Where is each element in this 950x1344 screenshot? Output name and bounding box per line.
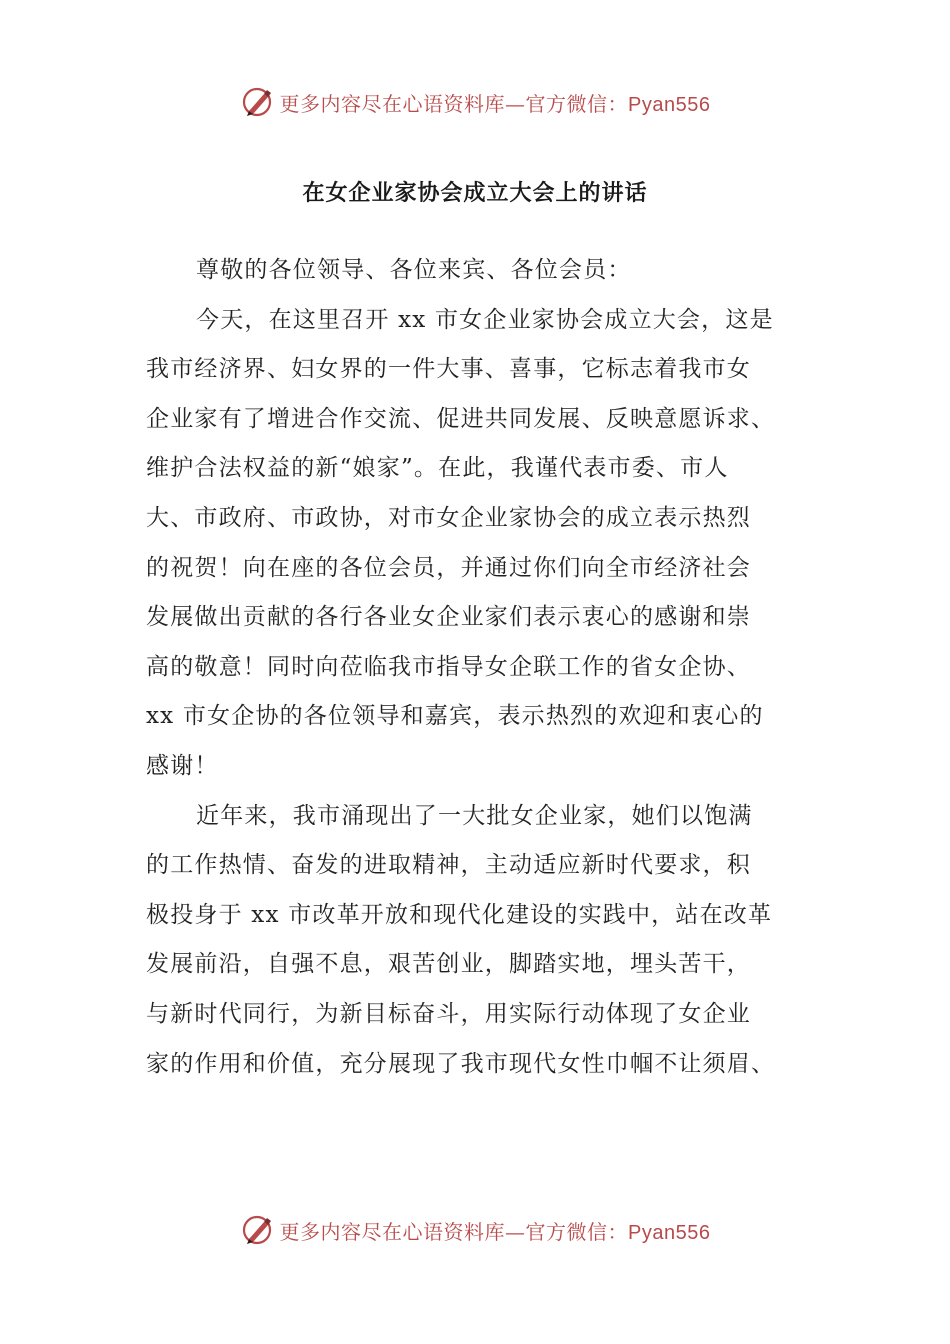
pen-logo-icon [240, 84, 276, 120]
body-line: 感谢！ [146, 752, 219, 779]
body-line: 极投身于 xx 市改革开放和现代化建设的实践中，站在改革 [146, 901, 773, 928]
body-line: 我市经济界、妇女界的一件大事、喜事，它标志着我市女 [146, 356, 751, 383]
header-watermark [0, 82, 950, 122]
pen-logo-icon [240, 1212, 276, 1248]
body-line: 今天，在这里召开 xx 市女企业家协会成立大会，这是 [196, 306, 774, 333]
body-line: 维护合法权益的新“娘家”。在此，我谨代表市委、市人 [146, 455, 729, 482]
body-line: 近年来，我市涌现出了一大批女企业家，她们以饱满 [196, 802, 753, 829]
document-title: 在女企业家协会成立大会上的讲话 [302, 181, 648, 206]
document-body [146, 246, 806, 1089]
body-line: 的工作热情、奋发的进取精神，主动适应新时代要求，积 [146, 852, 751, 879]
watermark-text: 更多内容尽在心语资料库—官方微信：Pyan556 [279, 91, 711, 116]
body-line: 高的敬意！同时向莅临我市指导女企联工作的省女企协、 [146, 653, 751, 680]
body-line: 的祝贺！向在座的各位会员，并通过你们向全市经济社会 [146, 554, 751, 581]
body-line: 发展前沿，自强不息，艰苦创业，脚踏实地，埋头苦干， [146, 951, 751, 978]
body-line: 尊敬的各位领导、各位来宾、各位会员： [196, 257, 632, 283]
footer-watermark [0, 1210, 950, 1250]
body-line: 家的作用和价值，充分展现了我市现代女性巾帼不让须眉、 [146, 1050, 776, 1077]
body-line: 大、市政府、市政协，对市女企业家协会的成立表示热烈 [146, 504, 751, 531]
body-line: 发展做出贡献的各行各业女企业家们表示衷心的感谢和崇 [146, 604, 751, 631]
body-line: 企业家有了增进合作交流、促进共同发展、反映意愿诉求、 [146, 405, 776, 432]
watermark-text: 更多内容尽在心语资料库—官方微信：Pyan556 [279, 1219, 711, 1244]
body-line: 与新时代同行，为新目标奋斗，用实际行动体现了女企业 [146, 1000, 751, 1027]
body-line: xx 市女企协的各位领导和嘉宾，表示热烈的欢迎和衷心的 [146, 703, 764, 730]
